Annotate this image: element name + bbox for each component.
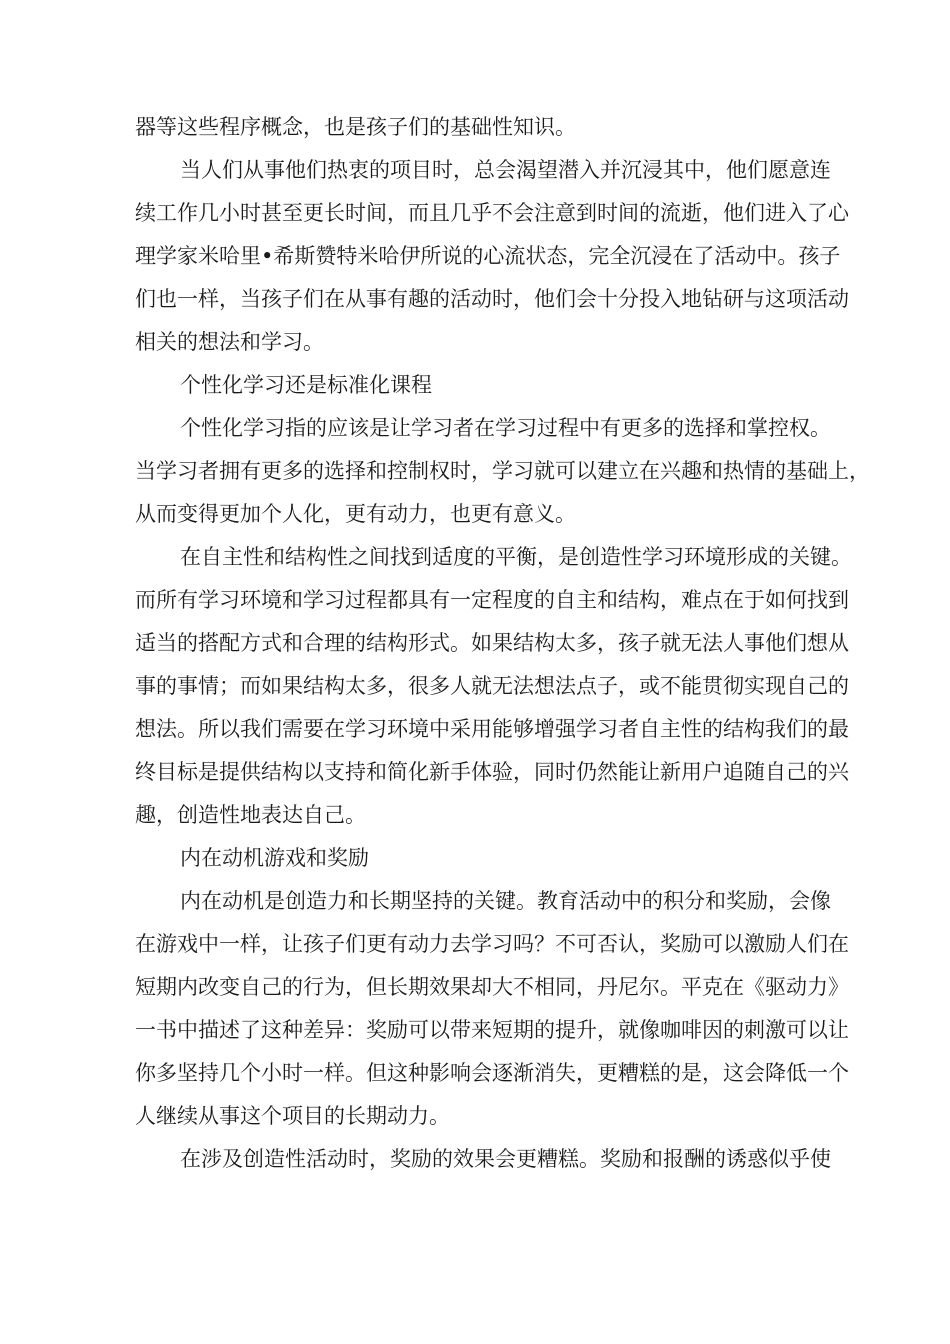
text-line: 内在动机是创造力和长期坚持的关键。教育活动中的积分和奖励，会像 [180, 889, 831, 913]
text-line: 人继续从事这个项目的长期动力。 [135, 1104, 450, 1128]
text-line: 当人们从事他们热衷的项目时，总会渴望潜入并沉浸其中，他们愿意连 [180, 158, 831, 182]
text-line: 相关的想法和学习。 [135, 330, 324, 354]
text-line: 而所有学习环境和学习过程都具有一定程度的自主和结构，难点在于如何找到 [135, 588, 849, 612]
text-line: 适当的搭配方式和合理的结构形式。如果结构太多，孩子就无法人事他们想从 [135, 631, 849, 655]
text-line: 个性化学习指的应该是让学习者在学习过程中有更多的选择和掌控权。 [180, 416, 831, 440]
text-line: 们也一样，当孩子们在从事有趣的活动时，他们会十分投入地钻研与这项活动 [135, 287, 849, 311]
text-line: 从而变得更加个人化，更有动力，也更有意义。 [135, 502, 576, 526]
text-line: 趣，创造性地表达自己。 [135, 803, 366, 827]
text-line: 在游戏中一样，让孩子们更有动力去学习吗？不可否认，奖励可以激励人们在 [135, 932, 849, 956]
text-line: 短期内改变自己的行为，但长期效果却大不相同，丹尼尔。平克在《驱动力》 [135, 975, 849, 999]
text-line: 器等这些程序概念，也是孩子们的基础性知识。 [135, 115, 576, 139]
text-line: 在涉及创造性活动时，奖励的效果会更糟糕。奖励和报酬的诱惑似乎使 [180, 1147, 831, 1171]
text-line: 想法。所以我们需要在学习环境中采用能够增强学习者自主性的结构我们的最 [135, 717, 849, 741]
text-line: 理学家米哈里•希斯赞特米哈伊所说的心流状态，完全沉浸在了活动中。孩子 [135, 244, 841, 268]
text-line: 当学习者拥有更多的选择和控制权时，学习就可以建立在兴趣和热情的基础上， [135, 459, 870, 483]
text-line: 事的事情；而如果结构太多，很多人就无法想法点子，或不能贯彻实现自己的 [135, 674, 849, 698]
text-line: 在自主性和结构性之间找到适度的平衡，是创造性学习环境形成的关键。 [180, 545, 852, 569]
text-line: 你多坚持几个小时一样。但这种影响会逐渐消失，更糟糕的是，这会降低一个 [135, 1061, 849, 1085]
section-heading: 内在动机游戏和奖励 [180, 846, 369, 870]
text-line: 终目标是提供结构以支持和简化新手体验，同时仍然能让新用户追随自己的兴 [135, 760, 849, 784]
section-heading: 个性化学习还是标准化课程 [180, 373, 432, 397]
text-line: 续工作几小时甚至更长时间，而且几乎不会注意到时间的流逝，他们进入了心 [135, 201, 849, 225]
text-line: 一书中描述了这种差异：奖励可以带来短期的提升，就像咖啡因的刺激可以让 [135, 1018, 849, 1042]
